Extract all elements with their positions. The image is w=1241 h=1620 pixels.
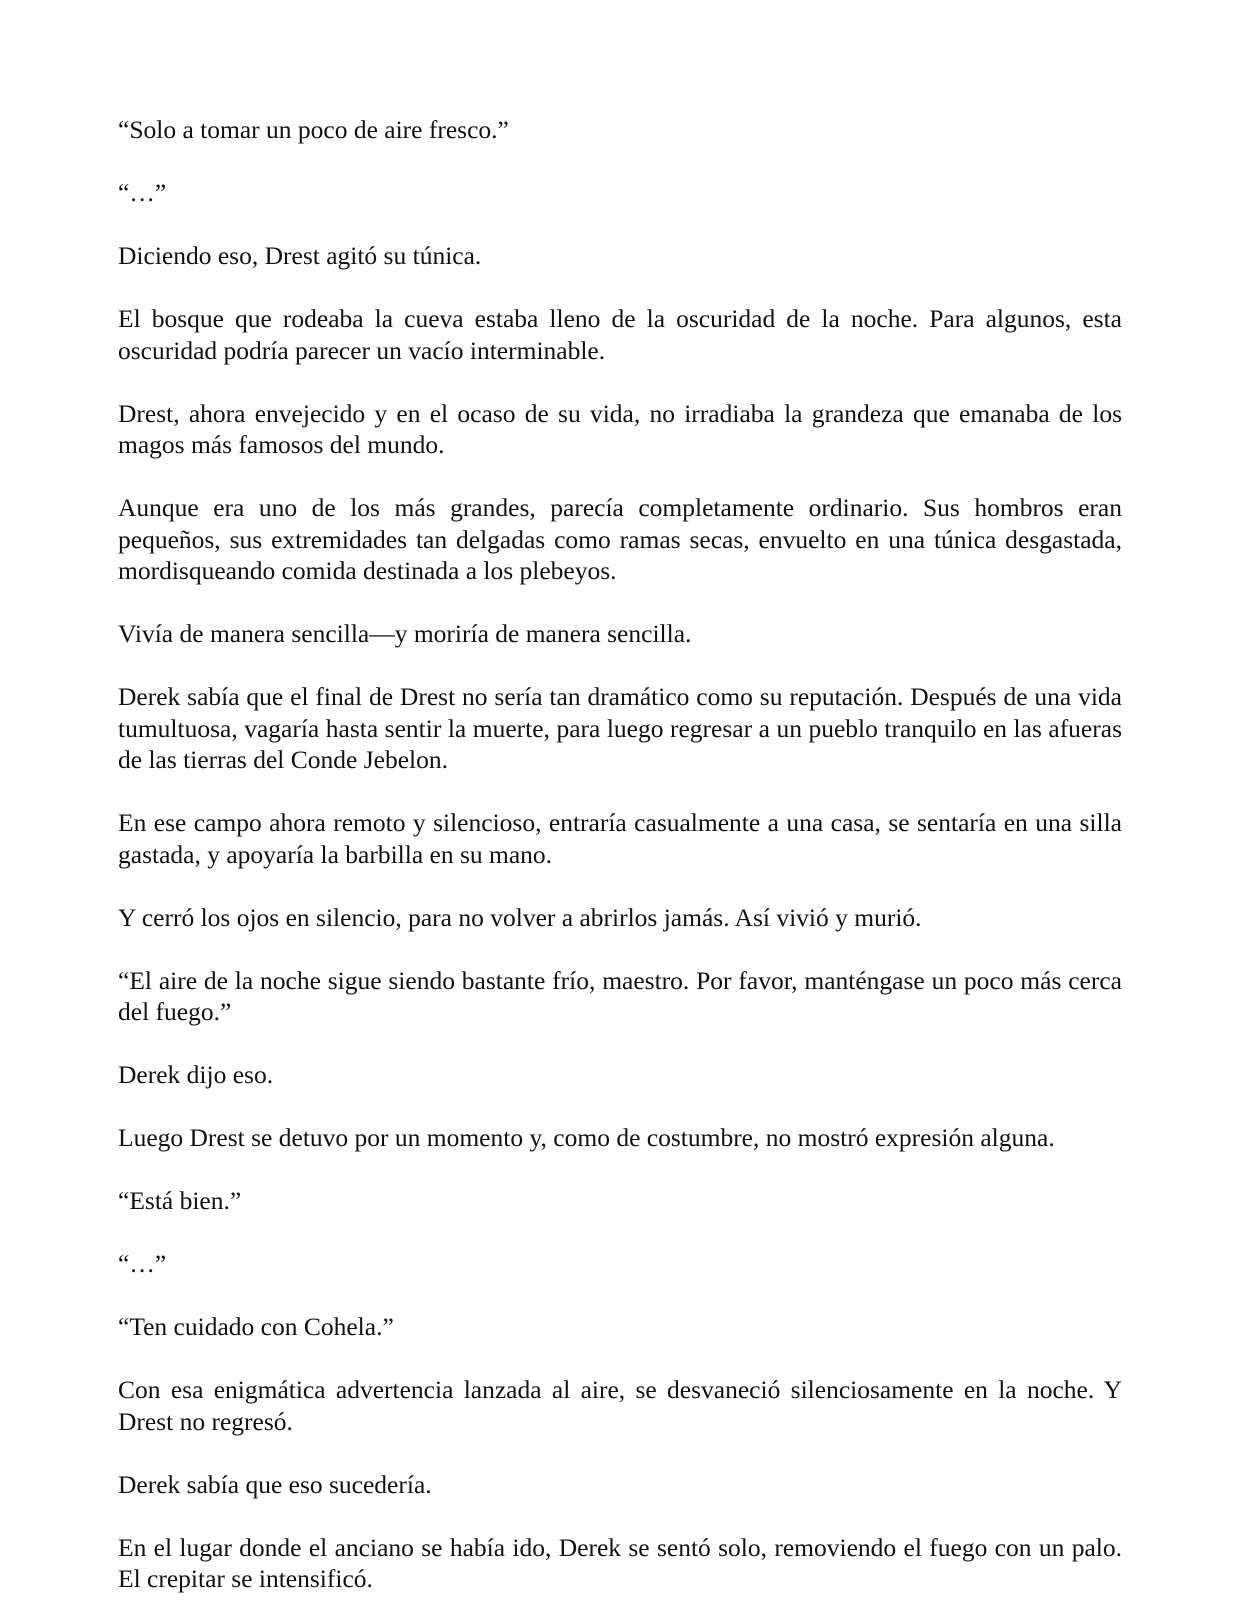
paragraph: “Está bien.” (118, 1186, 242, 1215)
paragraph: Derek sabía que el final de Drest no sería tan dramático como su reputación. Después de una vida tumultuosa, vagaría hasta sentir la muerte, para luego regresar a un pueblo tranquilo en las afueras de las tierras del Conde Jebelon. (118, 682, 1122, 774)
paragraph: En ese campo ahora remoto y silencioso, entraría casualmente a una casa, se sentaría en una silla gastada, y apoyaría la barbilla en su mano. (118, 808, 1122, 869)
paragraph: Derek dijo eso. (118, 1060, 274, 1089)
paragraph: Derek sabía que eso sucedería. (118, 1469, 432, 1499)
document-page (118, 114, 1122, 1595)
paragraph: Aunque era uno de los más grandes, parecía completamente ordinario. Sus hombros eran pequeños, sus extremidades tan delgadas como ramas secas, envuelto en una túnica desgastada, mordisqueando comida destinada a los plebeyos. (118, 493, 1122, 585)
paragraph: Vivía de manera sencilla—y moriría de manera sencilla. (118, 619, 692, 648)
paragraph: “…” (118, 1249, 167, 1278)
paragraph: Drest, ahora envejecido y en el ocaso de su vida, no irradiaba la grandeza que emanaba de los magos más famosos del mundo. (118, 398, 1122, 459)
paragraph: Luego Drest se detuvo por un momento y, como de costumbre, no mostró expresión alguna. (118, 1123, 1055, 1152)
paragraph: “Solo a tomar un poco de aire fresco.” (118, 115, 509, 144)
paragraph: Con esa enigmática advertencia lanzada al aire, se desvaneció silenciosamente en la noche. Y Drest no regresó. (118, 1375, 1122, 1436)
paragraph: “El aire de la noche sigue siendo bastante frío, maestro. Por favor, manténgase un poco más cerca del fuego.” (118, 965, 1122, 1026)
paragraph: “Ten cuidado con Cohela.” (118, 1312, 394, 1341)
paragraph: El bosque que rodeaba la cueva estaba lleno de la oscuridad de la noche. Para algunos, esta oscuridad podría parecer un vacío interminable. (118, 304, 1122, 365)
paragraph: Diciendo eso, Drest agitó su túnica. (118, 241, 482, 270)
paragraph: Y cerró los ojos en silencio, para no volver a abrirlos jamás. Así vivió y murió. (118, 902, 922, 932)
paragraph: En el lugar donde el anciano se había ido, Derek se sentó solo, removiendo el fuego con un palo. El crepitar se intensificó. (118, 1532, 1122, 1593)
paragraph: “…” (118, 178, 167, 207)
